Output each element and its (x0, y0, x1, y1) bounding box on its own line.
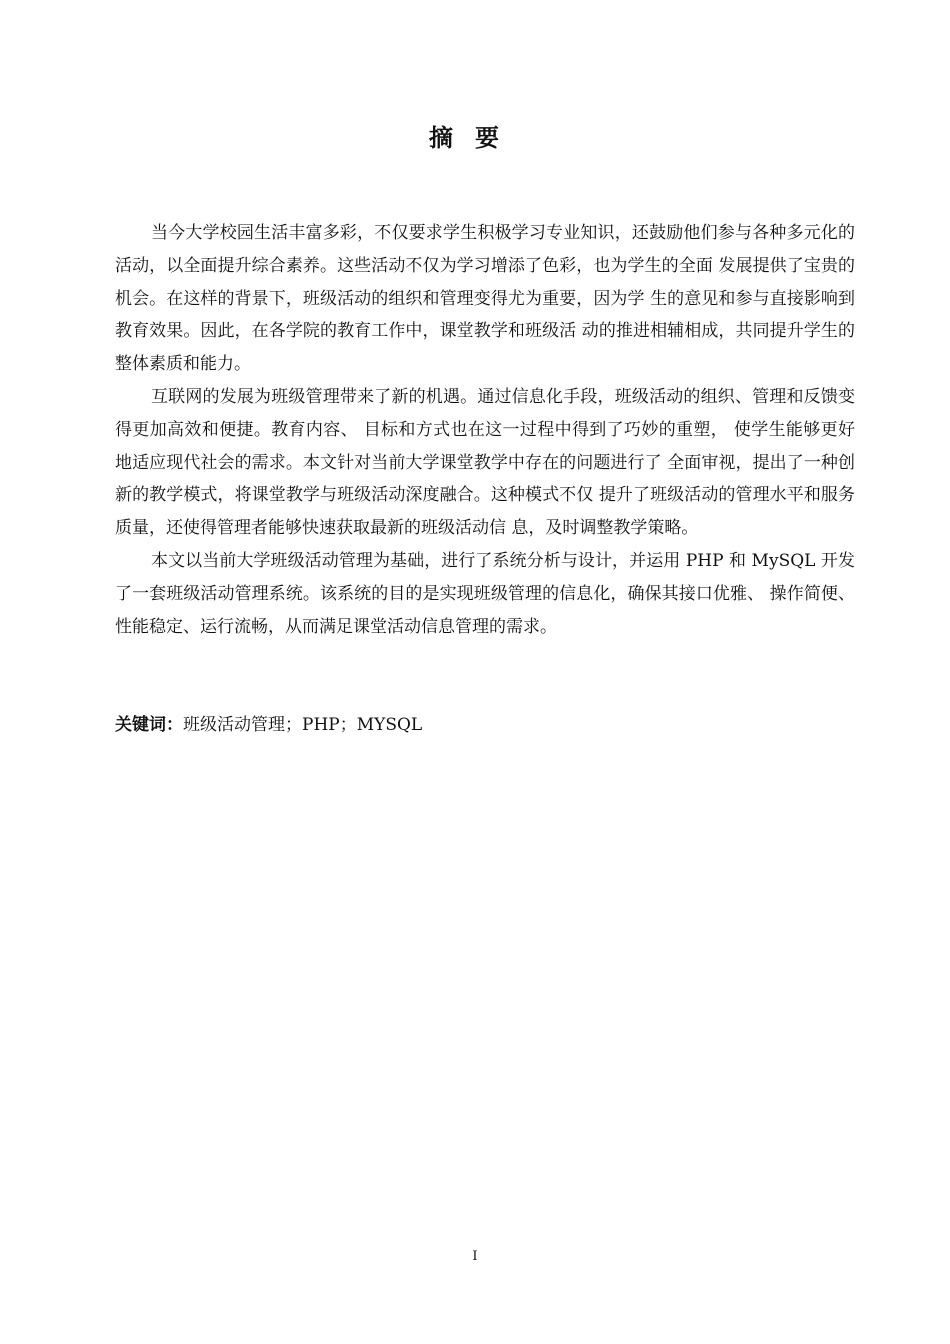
keywords-label: 关键词： (115, 715, 183, 735)
paragraph-3: 本文以当前大学班级活动管理为基础，进行了系统分析与设计，并运用 PHP 和 MySQL 开发了一套班级活动管理系统。该系统的目的是实现班级管理的信息化，确保其接口优雅、 操作简便、性能稳定、运行流畅，从而满足课堂活动信息管理的需求。 (115, 550, 855, 637)
abstract-body (115, 217, 855, 643)
keywords-value: 班级活动管理；PHP；MYSQL (183, 715, 423, 735)
keywords-line (115, 709, 855, 741)
page-number: I (472, 1249, 478, 1264)
paragraph-2: 互联网的发展为班级管理带来了新的机遇。通过信息化手段，班级活动的组织、管理和反馈变得更加高效和便捷。教育内容、 目标和方式也在这一过程中得到了巧妙的重塑， 使学生能够更好地适应现代社会的需求。本文针对当前大学课堂教学中存在的问题进行了 全面审视，提出了一种创新的教学模式，将课堂教学与班级活动深度融合。这种模式不仅 提升了班级活动的管理水平和服务质量，还使得管理者能够快速获取最新的班级活动信 息，及时调整教学策略。 (115, 386, 855, 539)
paragraph-1: 当今大学校园生活丰富多彩，不仅要求学生积极学习专业知识，还鼓励他们参与各种多元化的活动，以全面提升综合素养。这些活动不仅为学习增添了色彩，也为学生的全面 发展提供了宝贵的机会。在这样的背景下，班级活动的组织和管理变得尤为重要，因为学 生的意见和参与直接影响到教育效果。因此，在各学院的教育工作中，课堂教学和班级活 动的推进相辅相成，共同提升学生的整体素质和能力。 (115, 223, 855, 375)
page-title: 摘要 (429, 124, 521, 152)
